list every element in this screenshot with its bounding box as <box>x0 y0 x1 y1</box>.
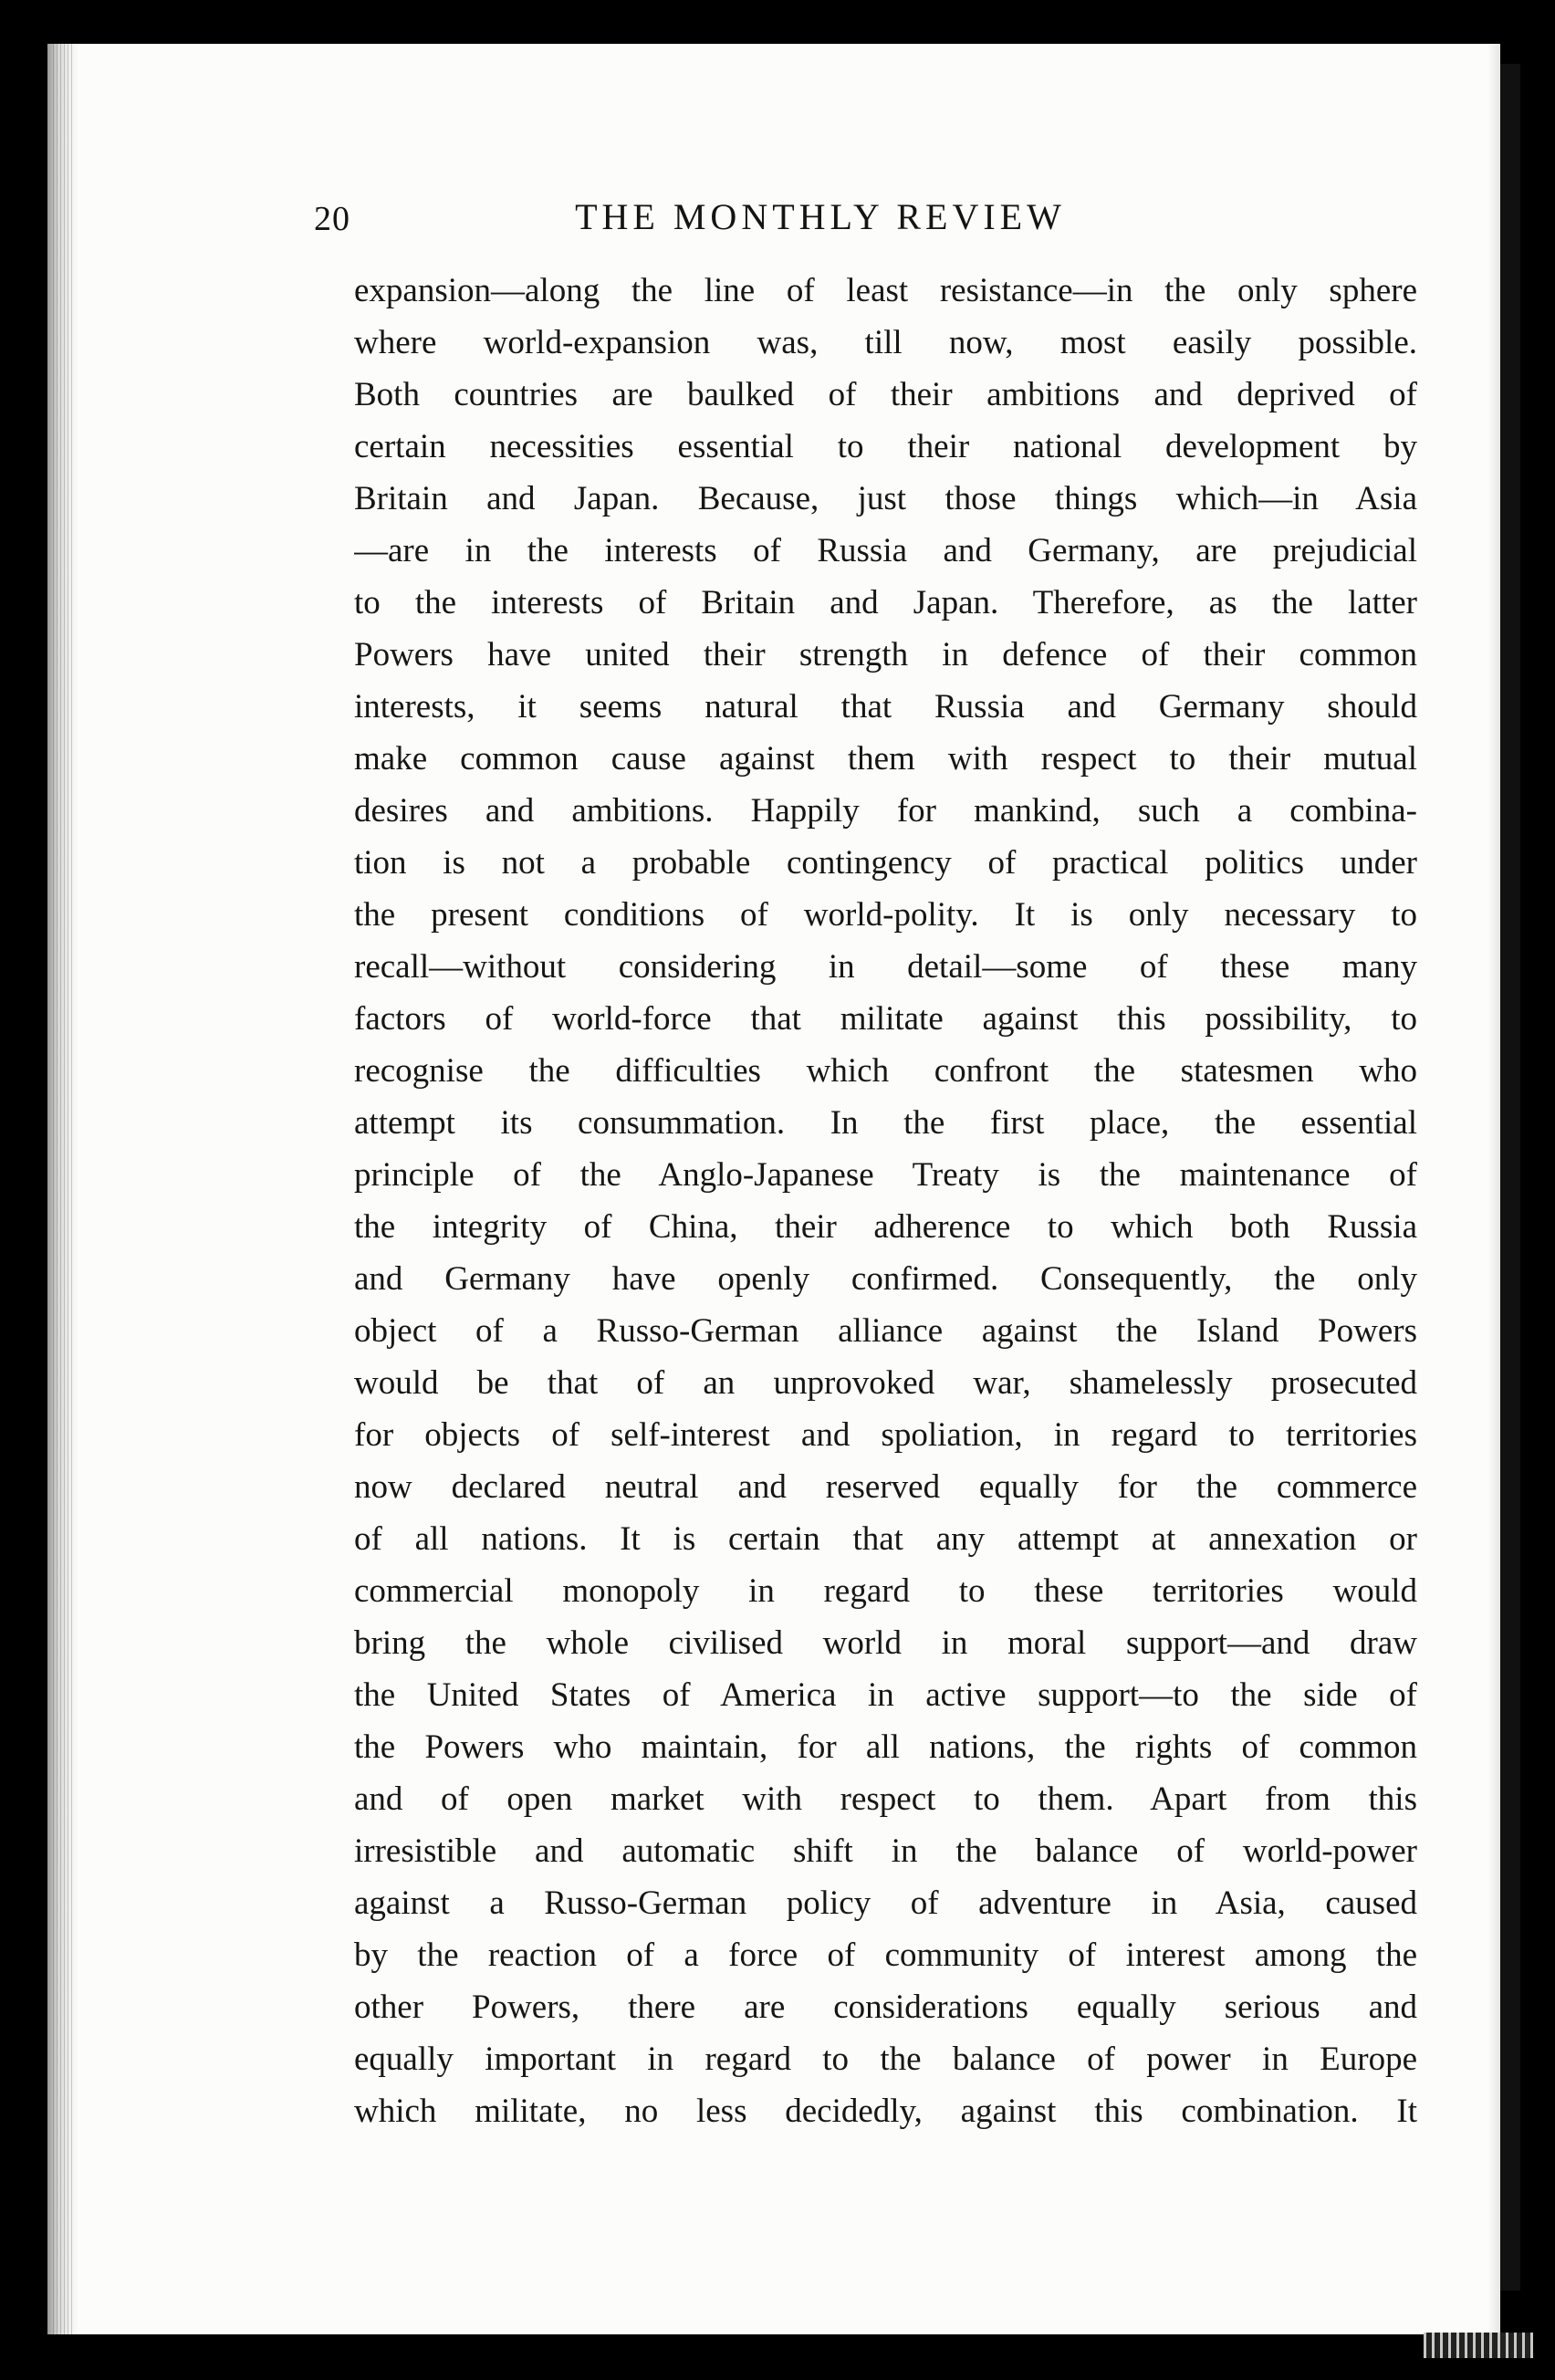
text-line: for objects of self-interest and spoliation, in regard to territories <box>354 1416 1417 1454</box>
text-line: desires and ambitions. Happily for mankind, such a combina- <box>354 792 1417 830</box>
running-title: THE MONTHLY REVIEW <box>575 196 1066 237</box>
text-line: and Germany have openly confirmed. Consequently, the only <box>354 1260 1417 1298</box>
text-line: against a Russo-German policy of adventure in Asia, caused <box>354 1884 1417 1922</box>
page-header <box>314 190 1272 245</box>
text-line: expansion—along the line of least resistance—in the only sphere <box>354 272 1417 309</box>
page-edge <box>1487 44 1500 2334</box>
text-line: the Powers who maintain, for all nations, the rights of common <box>354 1728 1417 1766</box>
text-line: recall—without considering in detail—some of these many <box>354 948 1417 986</box>
text-line: attempt its consummation. In the first place, the essential <box>354 1104 1417 1142</box>
page-stack-edge <box>1424 2333 1533 2358</box>
text-line: principle of the Anglo-Japanese Treaty is the maintenance of <box>354 1156 1417 1194</box>
text-line: recognise the difficulties which confront the statesmen who <box>354 1052 1417 1090</box>
text-line: Britain and Japan. Because, just those things which—in Asia <box>354 480 1417 517</box>
text-line: make common cause against them with respect to their mutual <box>354 740 1417 778</box>
text-line: now declared neutral and reserved equally for the commerce <box>354 1468 1417 1506</box>
text-line: Powers have united their strength in defence of their common <box>354 636 1417 673</box>
text-line: other Powers, there are considerations equally serious and <box>354 1989 1417 2026</box>
text-line: —are in the interests of Russia and Germany, are prejudicial <box>354 532 1417 569</box>
text-line: factors of world-force that militate against this possibility, to <box>354 1000 1417 1038</box>
text-line: of all nations. It is certain that any attempt at annexation or <box>354 1520 1417 1558</box>
text-line: certain necessities essential to their national development by <box>354 428 1417 465</box>
text-line: commercial monopoly in regard to these territories would <box>354 1572 1417 1610</box>
text-line: interests, it seems natural that Russia and Germany should <box>354 688 1417 725</box>
text-line: which militate, no less decidedly, against this combination. It <box>354 2093 1417 2130</box>
text-line: the integrity of China, their adherence to which both Russia <box>354 1208 1417 1246</box>
text-line: and of open market with respect to them. Apart from this <box>354 1780 1417 1818</box>
text-line: bring the whole civilised world in moral support—and draw <box>354 1624 1417 1662</box>
text-line: irresistible and automatic shift in the balance of world-power <box>354 1832 1417 1870</box>
body-text <box>354 265 1417 2137</box>
text-line: by the reaction of a force of community of interest among the <box>354 1936 1417 1974</box>
text-line: object of a Russo-German alliance against the Island Powers <box>354 1312 1417 1350</box>
page-gutter <box>47 44 78 2334</box>
text-line: where world-expansion was, till now, most easily possible. <box>354 324 1417 361</box>
facing-page-edge <box>1500 64 1520 2291</box>
text-line: the present conditions of world-polity. It is only necessary to <box>354 896 1417 934</box>
text-line: Both countries are baulked of their ambitions and deprived of <box>354 376 1417 413</box>
text-line: equally important in regard to the balance of power in Europe <box>354 2041 1417 2078</box>
text-line: would be that of an unprovoked war, shamelessly prosecuted <box>354 1364 1417 1402</box>
text-line: tion is not a probable contingency of practical politics under <box>354 844 1417 882</box>
page-number: 20 <box>314 200 350 238</box>
text-line: to the interests of Britain and Japan. Therefore, as the latter <box>354 584 1417 621</box>
text-line: the United States of America in active support—to the side of <box>354 1676 1417 1714</box>
